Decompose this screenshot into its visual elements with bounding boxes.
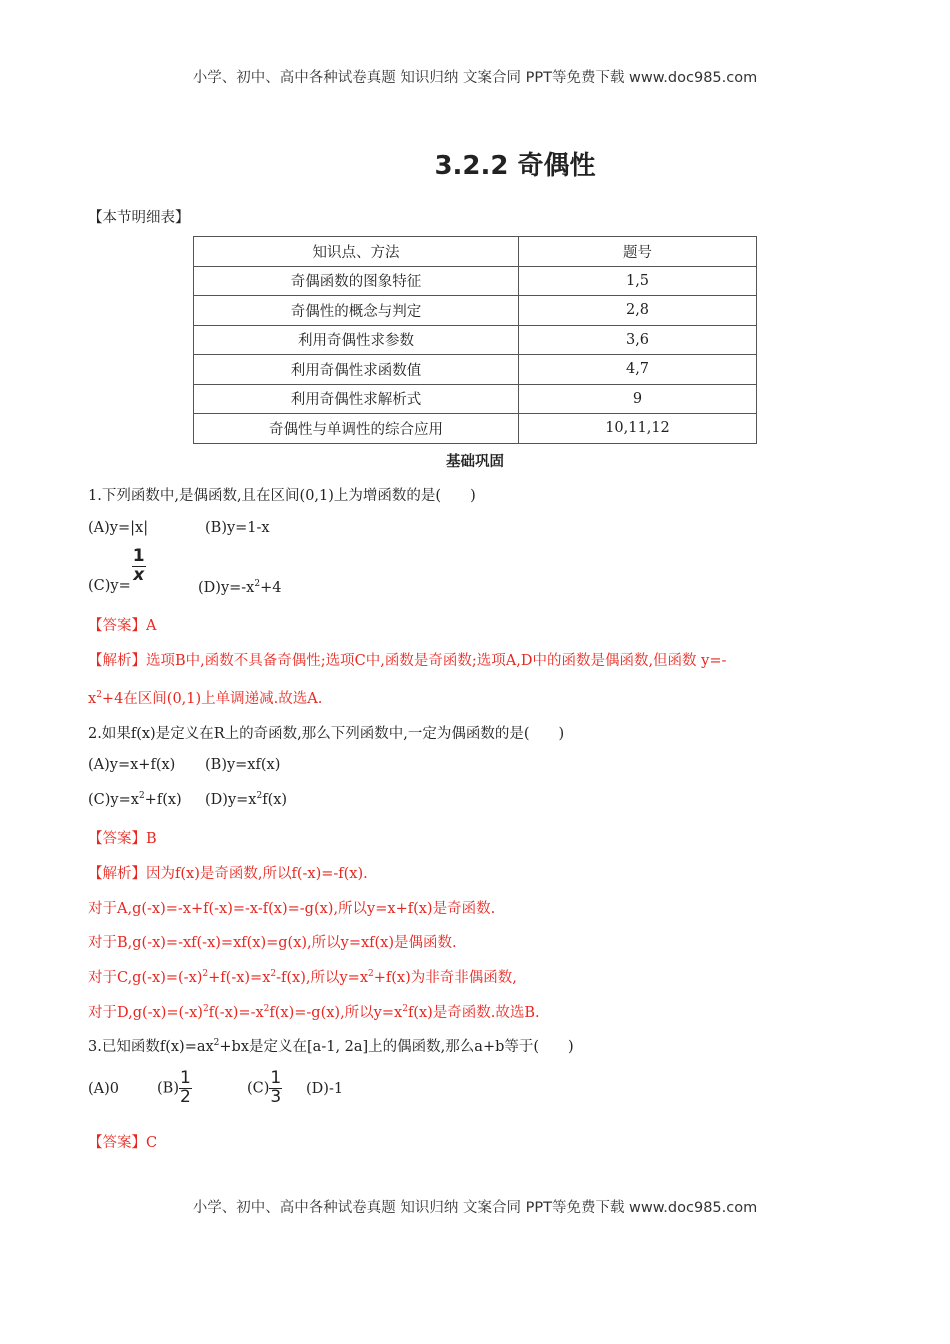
q2-analysis-line3: 对于B,g(-x)=-xf(-x)=xf(x)=g(x),所以y=xf(x)是偶函数. [88,935,457,951]
q3-option-a: (A)0 [88,1081,120,1097]
q1-option-c-fraction [132,548,146,585]
q2-analysis-line5 [88,1001,540,1022]
table-header-cell: 知识点、方法 [194,237,519,267]
q2-option-a: (A)y=x+f(x) [88,757,176,773]
superscript: 2 [263,1004,270,1015]
stem-text: +bx是定义在[a-1, 2a]上的偶函数,那么a+b等于( ) [219,1039,574,1055]
table-row [194,325,757,355]
header-banner: 小学、初中、高中各种试卷真题 知识归纳 文案合同 PPT等免费下载 www.doc985.com [192,70,758,86]
superscript: 2 [254,579,261,590]
table-row [194,355,757,385]
fraction-numerator: 1 [132,546,145,566]
analysis-text: f(-x)=-x [208,1005,264,1021]
superscript: 2 [202,1004,209,1015]
table-cell: 奇偶性的概念与判定 [194,296,519,326]
q3-option-d: (D)-1 [306,1081,344,1097]
option-prefix: (C) [247,1080,270,1097]
q2-analysis-line2: 对于A,g(-x)=-x+f(-x)=-x-f(x)=-g(x),所以y=x+f(x)是奇函数. [88,901,496,917]
q3-option-b-fraction [179,1070,192,1107]
footer-banner: 小学、初中、高中各种试卷真题 知识归纳 文案合同 PPT等免费下载 www.doc985.com [192,1200,758,1216]
analysis-text: +4在区间(0,1)上单调递减.故选A. [101,691,323,707]
table-header-cell: 题号 [519,237,757,267]
analysis-text: 对于D,g(-x)=(-x) [88,1005,203,1021]
superscript: 2 [202,969,209,980]
q1-answer: 【答案】A [88,618,157,634]
fraction-denominator: 3 [270,1086,282,1107]
q3-option-b [157,1070,192,1107]
superscript: 2 [213,1038,220,1049]
q2-analysis-line4 [88,966,517,987]
analysis-text: f(x)是奇函数.故选B. [407,1005,540,1021]
q1-option-c-prefix: (C)y= [88,578,131,594]
q3-option-c [247,1070,282,1107]
table-row [194,384,757,414]
q1-option-d-prefix: (D)y=-x [198,580,255,596]
table-cell: 10,11,12 [519,414,757,444]
section-heading: 基础巩固 [446,453,504,470]
q3-option-c-fraction [269,1070,282,1107]
option-text: (D)y=x [205,792,257,808]
analysis-text: +f(-x)=x [208,970,271,986]
table-header-row [194,237,757,267]
table-cell: 奇偶性与单调性的综合应用 [194,414,519,444]
q1-analysis-line2 [88,687,322,708]
table-cell: 利用奇偶性求参数 [194,325,519,355]
table-cell: 3,6 [519,325,757,355]
q1-option-d [198,580,281,596]
analysis-text: x [88,691,97,707]
superscript: 2 [368,969,374,980]
table-cell: 利用奇偶性求函数值 [194,355,519,385]
q2-stem: 2.如果f(x)是定义在R上的奇函数,那么下列函数中,一定为偶函数的是( ) [88,726,565,742]
table-row [194,414,757,444]
superscript: 2 [96,690,102,701]
superscript: 2 [138,791,145,802]
q2-option-b: (B)y=xf(x) [205,757,281,773]
detail-table [193,236,757,444]
table-cell: 4,7 [519,355,757,385]
fraction-denominator: 2 [179,1086,191,1107]
q3-stem [88,1035,574,1056]
q3-answer: 【答案】C [88,1135,158,1151]
analysis-text: 对于C,g(-x)=(-x) [88,970,203,986]
stem-text: 3.已知函数f(x)=ax [88,1039,214,1055]
option-prefix: (B) [157,1080,179,1097]
q1-option-c [88,548,146,594]
option-text: +f(x) [144,792,182,808]
q2-option-d [205,792,287,808]
analysis-text: -f(x),所以y=x [276,970,368,986]
analysis-text: +f(x)为非奇非偶函数, [373,970,517,986]
table-cell: 9 [519,384,757,414]
analysis-text: f(x)=-g(x),所以y=x [269,1005,403,1021]
q2-analysis-line1: 【解析】因为f(x)是奇函数,所以f(-x)=-f(x). [88,866,368,882]
superscript: 2 [256,791,263,802]
superscript: 2 [270,969,277,980]
table-cell: 利用奇偶性求解析式 [194,384,519,414]
table-row [194,266,757,296]
detail-table-label: 【本节明细表】 [88,210,190,226]
q1-option-d-suffix: +4 [260,580,282,596]
q1-option-a: (A)y=|x| [88,520,149,536]
q2-answer: 【答案】B [88,831,157,847]
q1-analysis-line1: 【解析】选项B中,函数不具备奇偶性;选项C中,函数是奇函数;选项A,D中的函数是偶函数,但函数 y=- [88,653,727,669]
table-cell: 奇偶函数的图象特征 [194,266,519,296]
option-text: f(x) [262,792,288,808]
q2-option-c [88,792,182,808]
table-row [194,296,757,326]
fraction-denominator: x [133,564,145,585]
page-title: 3.2.2 奇偶性 [434,151,596,181]
table-cell: 2,8 [519,296,757,326]
superscript: 2 [402,1004,408,1015]
fraction-numerator: 1 [179,1068,191,1088]
table-cell: 1,5 [519,266,757,296]
option-text: (C)y=x [88,792,139,808]
fraction-numerator: 1 [270,1068,282,1088]
q1-option-b: (B)y=1-x [205,520,270,536]
q1-stem: 1.下列函数中,是偶函数,且在区间(0,1)上为增函数的是( ) [88,488,476,504]
